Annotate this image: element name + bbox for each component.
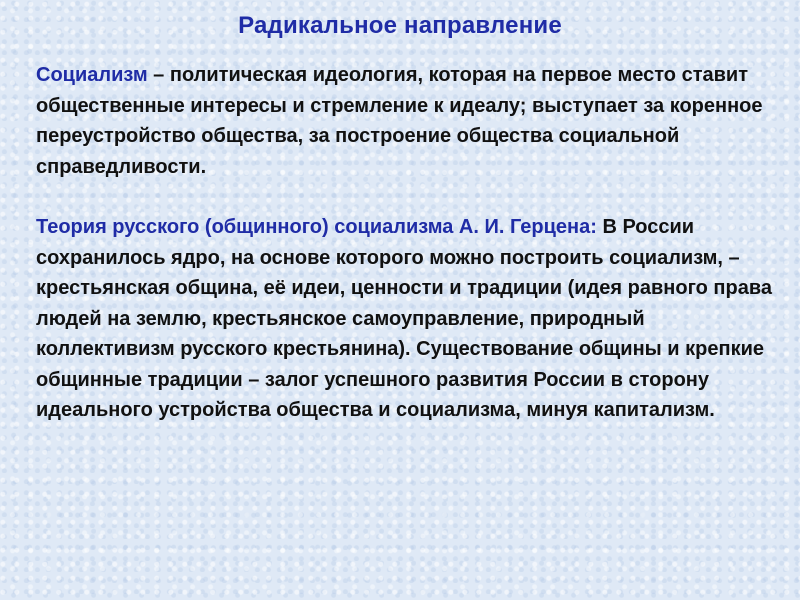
paragraph-herzen-theory — [36, 212, 776, 426]
theory-text: В России сохранилось ядро, на основе которого можно построить социализм, – крестьянская община, её идеи, ценности и традиции (идея равного права людей на землю, крестьянское самоуправление, природный коллективизм русского крестьянина). Существование общины и крепкие общинные традиции – залог успешного развития России в сторону идеального устройства общества и социализма, минуя капитализм. — [36, 216, 772, 421]
slide-title: Радикальное направление — [238, 12, 562, 39]
term-socialism: Социализм — [36, 64, 148, 86]
definition-text: – политическая идеология, которая на первое место ставит общественные интересы и стремление к идеалу; выступает за коренное переустройство общества, за построение общества социальной справедливости. — [36, 64, 763, 178]
term-herzen-theory: Теория русского (общинного) социализма А. И. Герцена: — [36, 216, 597, 238]
paragraph-socialism-definition — [36, 60, 776, 182]
slide-body — [36, 60, 776, 426]
